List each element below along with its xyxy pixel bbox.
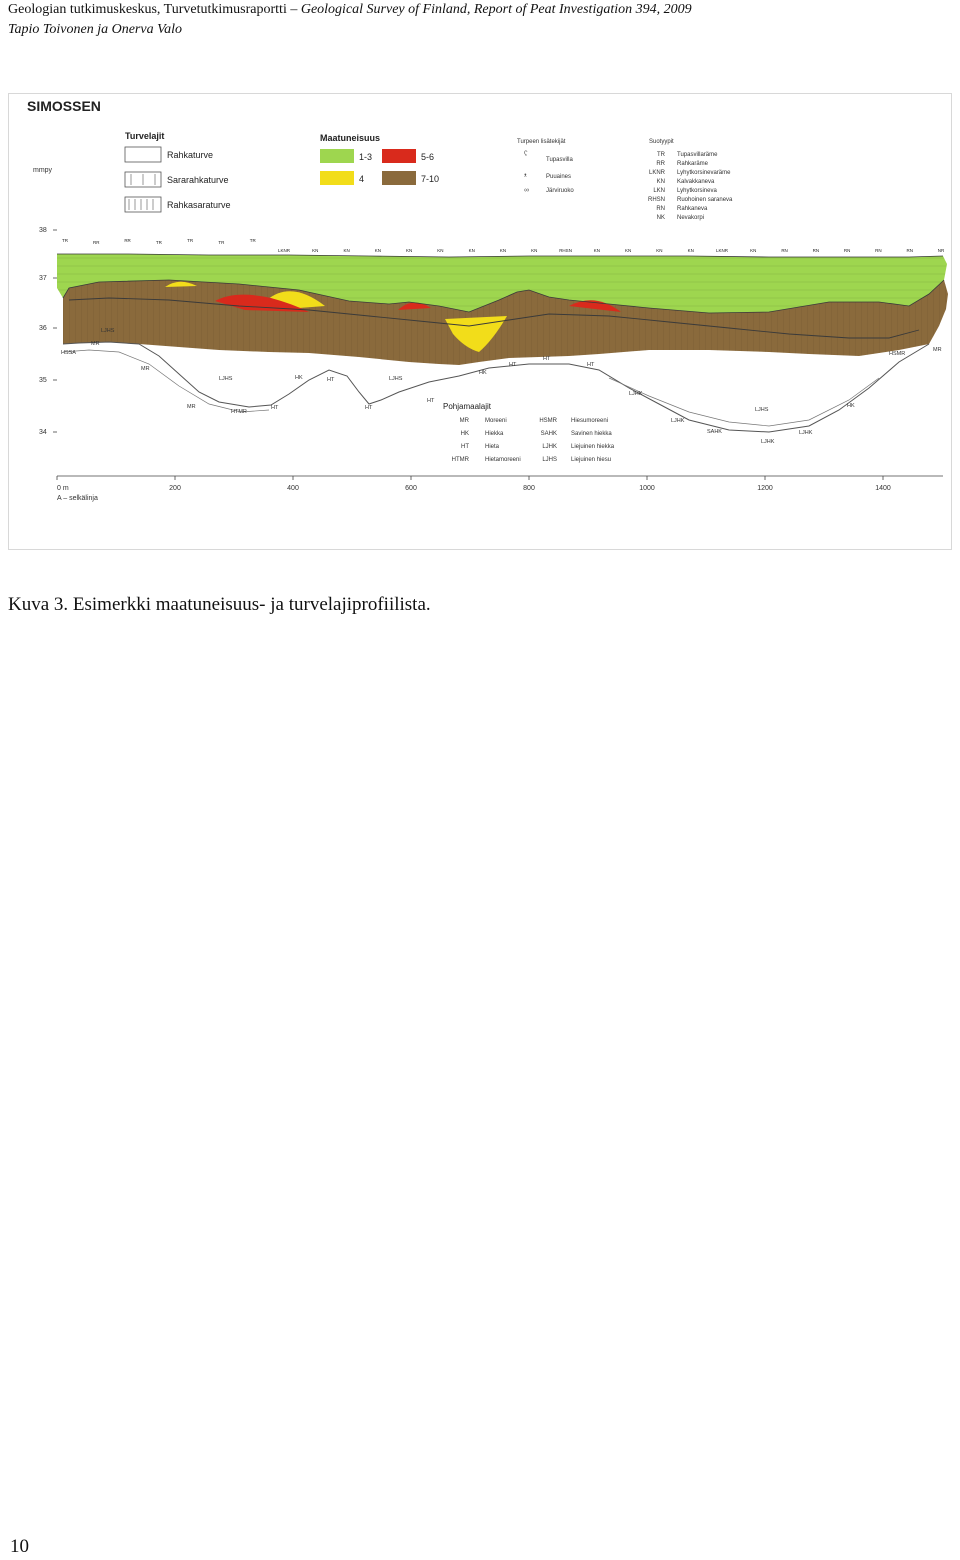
site-type-name: Nevakorpi (677, 215, 705, 221)
subsoil-line (63, 350, 269, 412)
bottom-soil-name: Hiesumoreeni (571, 418, 609, 424)
soil-type-label: SAHK (707, 429, 722, 435)
page-number: 10 (10, 1536, 29, 1557)
legend-humification-label: 1-3 (359, 152, 373, 162)
surface-site-code: TR (249, 238, 256, 243)
surface-site-code: RN (812, 248, 820, 253)
surface-site-code: RN (843, 248, 851, 253)
surface-site-code: KN (625, 248, 632, 253)
surface-site-code: LKNR (277, 248, 291, 253)
site-type-name: Rahkaneva (677, 206, 708, 212)
bottom-soil-name: Liejuinen hiekka (571, 444, 615, 450)
surface-site-code: NR (937, 248, 945, 253)
legend-site-types (648, 139, 733, 221)
legend-swatch-rahkaturve (125, 147, 161, 162)
x-tick-label: 600 (405, 485, 417, 492)
bottom-soil-code: HSMR (539, 418, 557, 424)
y-tick-label: 37 (39, 275, 47, 282)
site-type-name: Rahkaräme (677, 161, 709, 167)
surface-site-code: KN (406, 248, 413, 253)
legend-swatch-1-3 (320, 149, 354, 163)
legend-humification-label: 5-6 (421, 152, 435, 162)
x-axis-label: A – selkälinja (57, 495, 98, 502)
soil-type-label: HSSA (61, 350, 76, 356)
bottom-soil-name: Hietamoreeni (485, 457, 521, 463)
site-type-code: KN (656, 179, 665, 185)
site-type-name: Lyhytkorsinevaräme (677, 170, 731, 176)
peat-profile-figure (8, 93, 952, 550)
surface-site-code: KN (531, 248, 538, 253)
surface-site-code: KN (437, 248, 444, 253)
legend-swatch-7-10 (382, 171, 416, 185)
legend-peat-item: Rahkaturve (167, 150, 214, 160)
surface-site-code: RR (124, 238, 131, 243)
header-series-line (8, 0, 952, 20)
legend-bottom-title: Pohjamaalajit (443, 402, 492, 411)
legend-peat-item: Sararahkaturve (167, 175, 229, 185)
x-tick-label: 1400 (875, 485, 891, 492)
legend-swatch-4 (320, 171, 354, 185)
surface-site-code: KN (593, 248, 600, 253)
surface-site-code: KN (687, 248, 694, 253)
bottom-soil-code: HT (461, 444, 469, 450)
cottongrass-icon: ʕ (524, 151, 528, 158)
running-header (8, 0, 952, 40)
surface-site-code: RN (875, 248, 882, 253)
soil-type-label: MR (187, 404, 196, 410)
figure-title: SIMOSSEN (27, 98, 101, 114)
legend-peat-item: Rahkasaraturve (167, 200, 231, 210)
wood-icon: ᵜ (524, 173, 527, 180)
soil-type-label: HK (295, 375, 303, 381)
soil-type-label: MR (91, 341, 100, 347)
legend-site-types-title: Suotyypit (649, 139, 674, 145)
soil-type-label: LJHK (761, 439, 775, 445)
surface-site-code: TR (62, 238, 68, 243)
legend-additives-title: Turpeen lisätekijät (517, 139, 566, 145)
soil-type-label: HSMR (889, 351, 906, 357)
soil-type-label: LJHK (671, 418, 685, 424)
legend-humification (320, 133, 439, 185)
surface-site-code: KN (750, 248, 757, 253)
y-tick-label: 35 (39, 377, 47, 384)
surface-site-code: KN (468, 248, 475, 253)
y-tick-label: 34 (39, 429, 47, 436)
reed-icon: ∞ (524, 187, 529, 194)
soil-type-label: HK (479, 370, 487, 376)
site-type-name: Ruohoinen saraneva (677, 197, 733, 203)
surface-site-code: KN (499, 248, 507, 253)
legend-additive-item: Tupasvilla (546, 157, 573, 163)
y-axis-unit: mmpy (33, 167, 53, 174)
legend-additives (517, 139, 574, 194)
bottom-soil-code: HTMR (451, 457, 469, 463)
x-tick-label: 400 (287, 485, 299, 492)
soil-type-label: HT (427, 398, 435, 404)
surface-site-code: RN (906, 248, 913, 253)
soil-type-label: HK (847, 403, 855, 409)
legend-swatch-5-6 (382, 149, 416, 163)
surface-site-code: RR (93, 240, 100, 245)
legend-swatch-rahkasaraturve (125, 197, 161, 212)
soil-type-label: LJHS (219, 376, 233, 382)
bottom-soil-name: Savinen hiekka (571, 431, 612, 437)
surface-site-code: KN (656, 248, 663, 253)
surface-site-code: KN (312, 248, 319, 253)
x-axis (57, 476, 943, 502)
surface-site-code: RN (781, 248, 788, 253)
bottom-soil-name: Moreeni (485, 418, 507, 424)
bottom-soil-code: SAHK (540, 431, 557, 437)
x-tick-label: 800 (523, 485, 535, 492)
bottom-soil-code: LJHS (542, 457, 557, 463)
soil-type-label: LJHS (101, 328, 115, 334)
y-tick-label: 38 (39, 227, 47, 234)
soil-type-label: HT (509, 362, 517, 368)
bottom-soil-name: Liejuinen hiesu (571, 457, 612, 463)
bottom-soil-name: Hieta (485, 444, 500, 450)
soil-type-label: HT (365, 405, 373, 411)
surface-site-codes (62, 238, 945, 253)
legend-peat-types (125, 131, 231, 212)
site-type-code: RN (656, 206, 665, 212)
surface-site-code: KN (374, 248, 381, 253)
soil-type-label: MR (933, 347, 942, 353)
x-tick-label: 200 (169, 485, 181, 492)
subsoil-line (609, 378, 879, 426)
soil-type-label: MR (141, 366, 150, 372)
site-type-code: LKNR (648, 170, 665, 176)
site-type-code: NK (656, 215, 665, 221)
y-axis (33, 167, 57, 436)
surface-site-code: KN (343, 248, 350, 253)
header-authors: Tapio Toivonen ja Onerva Valo (8, 22, 182, 37)
legend-bottom-soils (443, 402, 615, 463)
soil-type-label: LJHS (389, 376, 403, 382)
site-type-code: LKN (653, 188, 665, 194)
soil-type-label: HT (327, 377, 335, 383)
surface-site-code: LKNR (715, 248, 729, 253)
surface-site-code: TR (187, 238, 194, 243)
soil-type-label: HTMR (231, 409, 247, 415)
header-series-finnish: Geologian tutkimuskeskus, Turvetutkimusraportti – (8, 2, 301, 17)
bottom-soil-code: MR (459, 418, 469, 424)
soil-type-label: LJHK (799, 430, 813, 436)
soil-type-label: HT (587, 362, 595, 368)
legend-additive-item: Järviruoko (546, 188, 574, 194)
legend-peat-title: Turvelajit (125, 131, 165, 141)
site-type-code: RR (656, 161, 665, 167)
surface-site-code: TR (218, 240, 225, 245)
profile-diagram (9, 94, 951, 549)
legend-humification-label: 7-10 (421, 174, 440, 184)
bottom-soil-code: LJHK (542, 444, 557, 450)
bottom-soil-name: Hiekka (485, 431, 504, 437)
site-type-code: TR (657, 152, 665, 158)
x-tick-label: 1000 (639, 485, 655, 492)
site-type-name: Lyhytkorsineva (677, 188, 717, 194)
soil-type-label: LJHS (755, 407, 769, 413)
soil-type-label: HT (543, 356, 551, 362)
surface-site-code: TR (155, 240, 162, 245)
header-series-english: Geological Survey of Finland, Report of Peat Investigation 394, 2009 (300, 2, 692, 17)
figure-caption: Kuva 3. Esimerkki maatuneisuus- ja turvelajiprofiilista. (8, 594, 431, 615)
bottom-soil-code: HK (460, 431, 469, 437)
x-tick-label: 0 m (57, 485, 69, 492)
legend-humification-title: Maatuneisuus (320, 133, 381, 143)
surface-site-code: RHSN (559, 248, 572, 253)
x-tick-label: 1200 (757, 485, 773, 492)
soil-type-label: LJHK (629, 391, 643, 397)
site-type-name: Kalvakkaneva (677, 179, 715, 185)
legend-additive-item: Puuaines (546, 174, 572, 180)
y-tick-label: 36 (39, 325, 47, 332)
site-type-code: RHSN (647, 197, 665, 203)
site-type-name: Tupasvillaräme (677, 152, 718, 158)
legend-humification-label: 4 (359, 174, 365, 184)
soil-type-label: HT (271, 405, 279, 411)
